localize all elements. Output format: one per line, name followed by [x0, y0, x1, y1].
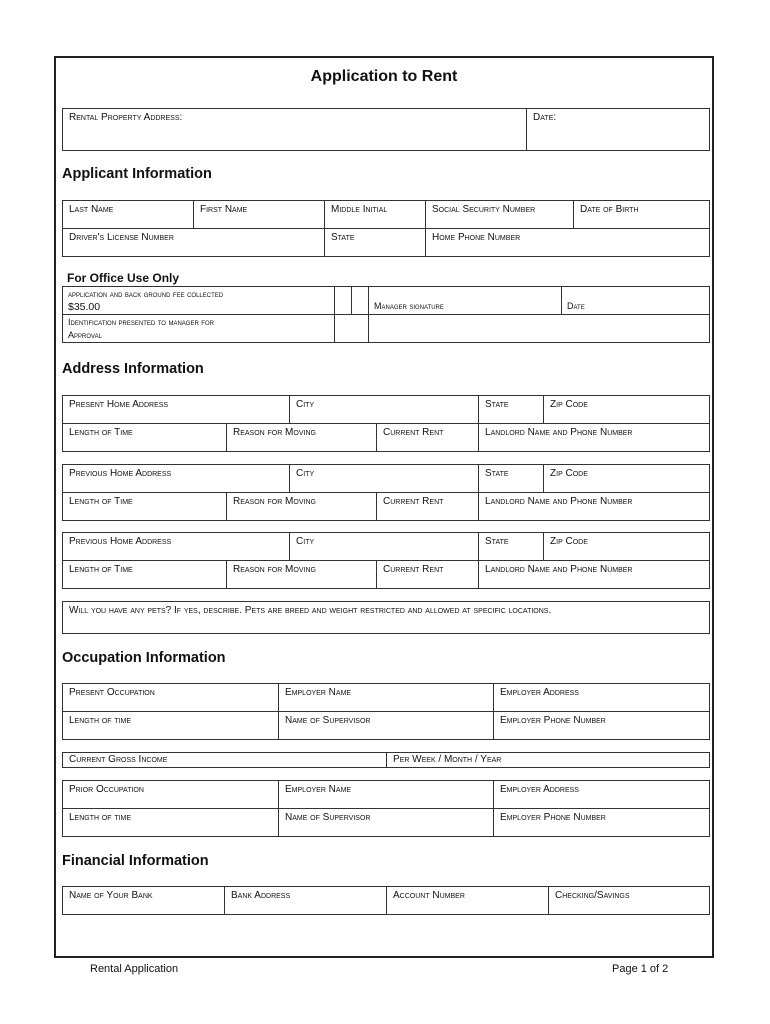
office-use-table	[62, 286, 710, 343]
office-use-heading: For Office Use Only	[67, 271, 180, 285]
checking-savings-field[interactable]: Checking/Savings	[549, 887, 710, 915]
prior-employer-field[interactable]: Employer Name	[279, 781, 494, 809]
fee-check-box-2[interactable]	[352, 287, 369, 315]
present-length-field[interactable]: Length of Time	[63, 424, 227, 452]
previous-rent-field-2[interactable]: Current Rent	[377, 561, 479, 589]
previous-zip-field-2[interactable]: Zip Code	[544, 533, 710, 561]
pets-table	[62, 601, 710, 634]
prior-occupation-table	[62, 780, 710, 837]
previous-length-field-1[interactable]: Length of Time	[63, 493, 227, 521]
id-presented-label-1: Identification presented to manager for	[68, 317, 214, 327]
present-city-field[interactable]: City	[290, 396, 479, 424]
previous-city-field-1[interactable]: City	[290, 465, 479, 493]
form-title: Application to Rent	[310, 68, 458, 85]
previous-zip-field-1[interactable]: Zip Code	[544, 465, 710, 493]
pets-question-field[interactable]: Will you have any pets? If yes, describe. Pets are breed and weight restricted and allowed at specific locations.	[63, 602, 710, 634]
previous-address-table-1	[62, 464, 710, 521]
prior-length-of-time-field[interactable]: Length of time	[63, 809, 279, 837]
account-number-field[interactable]: Account Number	[387, 887, 549, 915]
previous-length-field-2[interactable]: Length of Time	[63, 561, 227, 589]
applicant-table	[62, 200, 710, 257]
present-address-field[interactable]: Present Home Address	[63, 396, 290, 424]
previous-address-table-2	[62, 532, 710, 589]
home-phone-field[interactable]: Home Phone Number	[426, 229, 710, 257]
id-presented-cell	[63, 315, 335, 343]
previous-reason-field-1[interactable]: Reason for Moving	[227, 493, 377, 521]
present-occupation-table	[62, 683, 710, 740]
fee-collected-label: application and back ground fee collected	[68, 289, 224, 299]
income-table	[62, 752, 710, 768]
previous-landlord-field-1[interactable]: Landlord Name and Phone Number	[479, 493, 710, 521]
state-field[interactable]: State	[325, 229, 426, 257]
present-rent-field[interactable]: Current Rent	[377, 424, 479, 452]
prior-employer-address-field[interactable]: Employer Address	[494, 781, 710, 809]
applicant-heading: Applicant Information	[62, 166, 212, 182]
rental-date-field[interactable]: Date:	[527, 109, 710, 151]
fee-amount: $35.00	[68, 301, 101, 313]
address-heading: Address Information	[62, 361, 204, 377]
middle-initial-field[interactable]: Middle Initial	[325, 201, 426, 229]
present-employer-phone-field[interactable]: Employer Phone Number	[494, 712, 710, 740]
previous-rent-field-1[interactable]: Current Rent	[377, 493, 479, 521]
occupation-heading: Occupation Information	[62, 650, 226, 666]
fee-collected-cell	[63, 287, 335, 315]
prior-occupation-field[interactable]: Prior Occupation	[63, 781, 279, 809]
bank-address-field[interactable]: Bank Address	[225, 887, 387, 915]
previous-landlord-field-2[interactable]: Landlord Name and Phone Number	[479, 561, 710, 589]
fee-check-box-1[interactable]	[335, 287, 352, 315]
present-supervisor-field[interactable]: Name of Supervisor	[279, 712, 494, 740]
previous-address-field-1[interactable]: Previous Home Address	[63, 465, 290, 493]
previous-reason-field-2[interactable]: Reason for Moving	[227, 561, 377, 589]
previous-city-field-2[interactable]: City	[290, 533, 479, 561]
previous-state-field-1[interactable]: State	[479, 465, 544, 493]
last-name-field[interactable]: Last Name	[63, 201, 194, 229]
previous-address-field-2[interactable]: Previous Home Address	[63, 533, 290, 561]
present-reason-field[interactable]: Reason for Moving	[227, 424, 377, 452]
financial-table	[62, 886, 710, 915]
id-presented-label-2: Approval	[68, 330, 102, 340]
bank-name-field[interactable]: Name of Your Bank	[63, 887, 225, 915]
prior-supervisor-field[interactable]: Name of Supervisor	[279, 809, 494, 837]
financial-heading: Financial Information	[62, 853, 209, 869]
id-check-box[interactable]	[335, 315, 369, 343]
present-state-field[interactable]: State	[479, 396, 544, 424]
present-length-of-time-field[interactable]: Length of time	[63, 712, 279, 740]
dob-field[interactable]: Date of Birth	[574, 201, 710, 229]
footer-left: Rental Application	[90, 963, 179, 975]
present-landlord-field[interactable]: Landlord Name and Phone Number	[479, 424, 710, 452]
footer-page-number: Page 1 of 2	[612, 963, 669, 975]
present-employer-field[interactable]: Employer Name	[279, 684, 494, 712]
ssn-field[interactable]: Social Security Number	[426, 201, 574, 229]
present-zip-field[interactable]: Zip Code	[544, 396, 710, 424]
income-period-field[interactable]: Per Week / Month / Year	[387, 753, 710, 768]
drivers-license-field[interactable]: Driver's License Number	[63, 229, 325, 257]
first-name-field[interactable]: First Name	[194, 201, 325, 229]
present-address-table	[62, 395, 710, 452]
present-occupation-field[interactable]: Present Occupation	[63, 684, 279, 712]
rental-property-table	[62, 108, 710, 151]
gross-income-field[interactable]: Current Gross Income	[63, 753, 387, 768]
id-notes-field[interactable]	[369, 315, 710, 343]
prior-employer-phone-field[interactable]: Employer Phone Number	[494, 809, 710, 837]
manager-signature-field[interactable]: Manager signature	[369, 287, 562, 315]
office-date-field[interactable]: Date	[562, 287, 710, 315]
rental-address-field[interactable]: Rental Property Address:	[63, 109, 527, 151]
present-employer-address-field[interactable]: Employer Address	[494, 684, 710, 712]
previous-state-field-2[interactable]: State	[479, 533, 544, 561]
